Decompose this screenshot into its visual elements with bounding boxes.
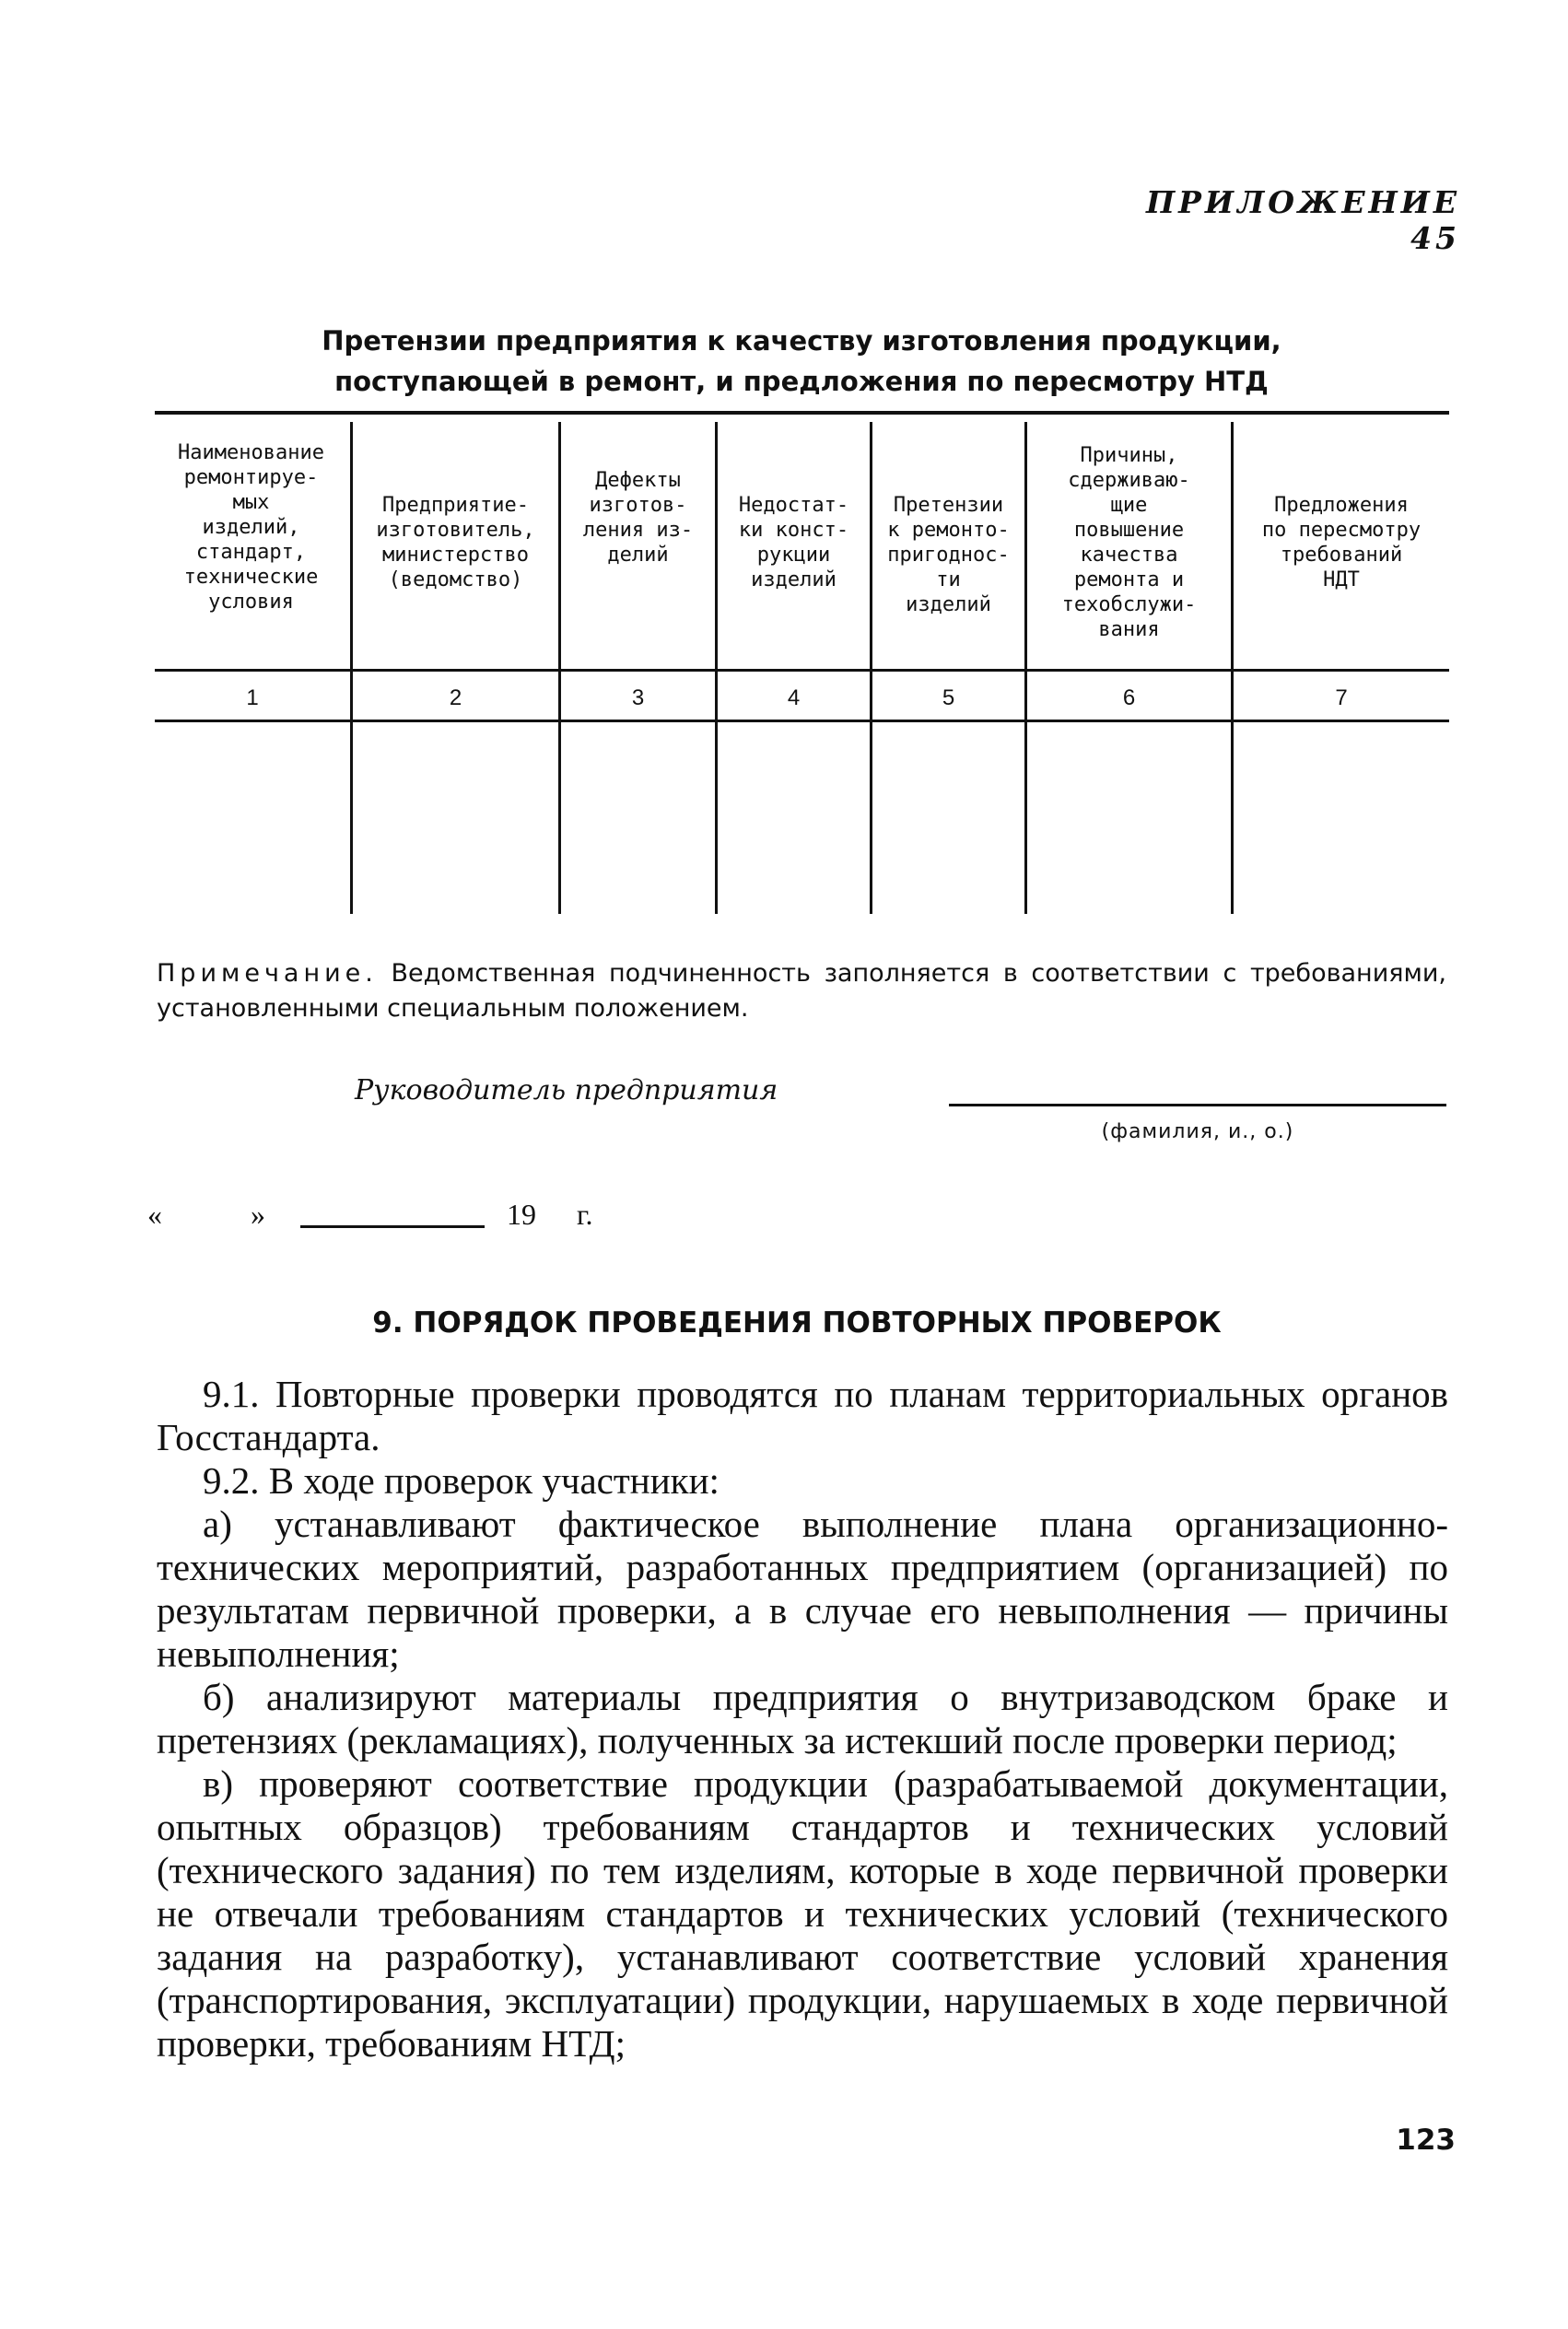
table-header-cell: Претензии к ремонто- пригоднос- ти изделий bbox=[887, 494, 1010, 616]
header-bottom-rule bbox=[155, 669, 1449, 672]
appendix-label: ПРИЛОЖЕНИЕ 45 bbox=[1145, 184, 1460, 256]
date-line bbox=[147, 1198, 593, 1232]
table-header-cell: Наименование ремонтируе- мых изделий, стандарт, технические условия bbox=[178, 441, 324, 614]
column-number: 6 bbox=[1122, 685, 1136, 710]
page-number: 123 bbox=[1396, 2124, 1456, 2157]
numbers-bottom-rule bbox=[155, 720, 1449, 722]
column-number: 7 bbox=[1335, 685, 1348, 710]
body-text bbox=[157, 1373, 1448, 2066]
table-note bbox=[157, 956, 1446, 1026]
year-suffix: г. bbox=[577, 1198, 593, 1231]
date-blank bbox=[300, 1225, 485, 1228]
paragraph: 9.1. Повторные проверки проводятся по планам территориальных органов Госстандарта. bbox=[157, 1373, 1448, 1458]
table-header-cell: Предложения по пересмотру требований НДТ bbox=[1261, 494, 1422, 591]
paragraph: а) устанавливают фактическое выполнение плана организационно-технических мероприятий, разработанных предприятием (организацией) по результатам первичной проверки, а в случае его невыполнения — причины невыполнения; bbox=[157, 1503, 1448, 1675]
note-text: Ведомственная подчиненность заполняется в соответствии с требованиями, установленными специальным положением. bbox=[157, 959, 1446, 1023]
table-header-cell: Причины, сдерживаю- щие повышение качества ремонта и техобслужи- вания bbox=[1061, 444, 1197, 641]
column-number: 3 bbox=[631, 685, 645, 710]
table-header-cell: Дефекты изготов- ления из- делий bbox=[582, 469, 694, 567]
table-header-cell: Недостат- ки конст- рукции изделий bbox=[738, 494, 849, 591]
column-number: 4 bbox=[787, 685, 801, 710]
year-prefix: 19 bbox=[507, 1198, 536, 1231]
table-header-cell: Предприятие- изготовитель, министерство (ведомство) bbox=[376, 494, 535, 591]
paragraph: в) проверяют соответствие продукции (разрабатываемой документации, опытных образцов) требованиям стандартов и технических условий (технического задания) по тем изделиям, которые в ходе первичной проверки не отвечали требованиям стандартов и технических условий (технического задания на разработку), устанавливают соответствие условий хранения (транспортирования, эксплуатации) продукции, нарушаемых в ходе первичной проверки, требованиям НТД; bbox=[157, 1762, 1448, 2065]
signature-caption: (фамилия, и., о.) bbox=[1101, 1120, 1294, 1143]
director-label: Руководитель предприятия bbox=[355, 1074, 778, 1106]
table-title: Претензии предприятия к качеству изготовления продукции, поступающей в ремонт, и предложения по пересмотру НТД bbox=[322, 325, 1281, 397]
column-number: 1 bbox=[246, 685, 259, 710]
paragraph: 9.2. В ходе проверок участники: bbox=[203, 1459, 720, 1502]
column-number: 2 bbox=[449, 685, 462, 710]
paragraph: б) анализируют материалы предприятия о внутризаводском браке и претензиях (рекламациях), полученных за истекший после проверки период; bbox=[157, 1676, 1448, 1761]
column-number: 5 bbox=[942, 685, 955, 710]
signature-line bbox=[949, 1104, 1446, 1106]
close-quote: » bbox=[251, 1198, 265, 1231]
section-title: 9. ПОРЯДОК ПРОВЕДЕНИЯ ПОВТОРНЫХ ПРОВЕРОК bbox=[372, 1306, 1222, 1340]
table-top-rule bbox=[155, 411, 1449, 415]
open-quote: « bbox=[147, 1198, 162, 1231]
note-label: Примечание. bbox=[157, 959, 378, 988]
